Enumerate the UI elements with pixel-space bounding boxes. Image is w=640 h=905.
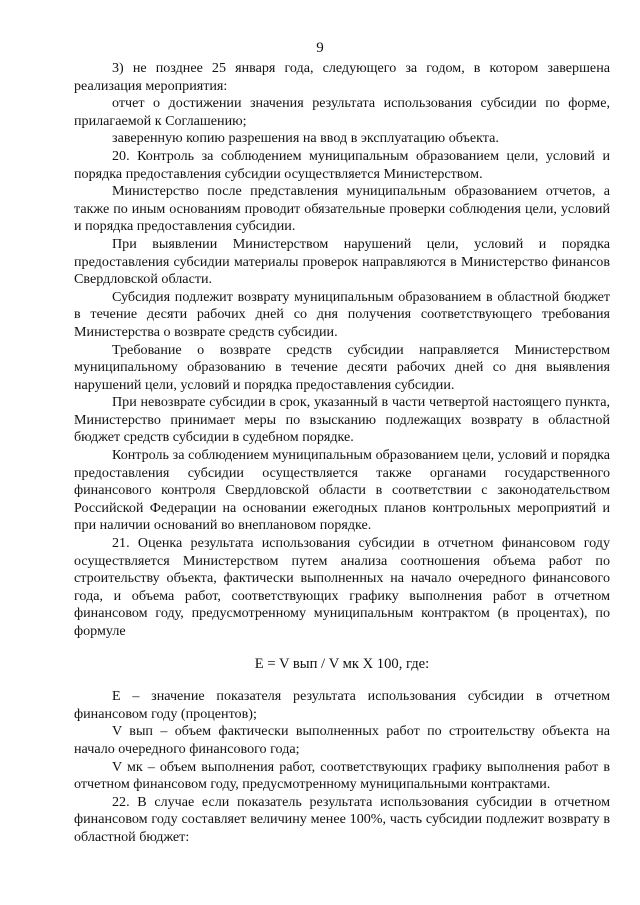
paragraph: 21. Оценка результата использования субсидии в отчетном финансовом году осуществляется Министерством путем анализа соотношения объема работ по строительству объекта, фактически выполненных на начало очередного финансового года, и объема работ, соответствующих графику выполнения работ в отчетном финансовом году, предусмотренному муниципальным контрактом (в процентах), по формуле [74,535,610,639]
paragraph: отчет о достижении значения результата использования субсидии по форме, прилагаемой к Соглашению; [74,95,610,129]
definition-e: E – значение показателя результата использования субсидии в отчетном финансовом году (процентов); [74,688,610,722]
paragraph: 3) не позднее 25 января года, следующего за годом, в котором завершена реализация мероприятия: [74,60,610,94]
document-body [74,60,610,847]
paragraph: Субсидия подлежит возврату муниципальным образованием в областной бюджет в течение десяти рабочих дней со дня получения соответствующего требования Министерства о возврате средств субсидии. [74,288,610,340]
formula: E = V вып / V мк X 100, где: [254,655,430,672]
paragraph: При невозврате субсидии в срок, указанный в части четвертой настоящего пункта, Министерство принимает меры по взысканию подлежащих возврату в областной бюджет средств субсидии в судебном порядке. [74,394,610,446]
page-number: 9 [316,40,324,56]
paragraph: Министерство после представления муниципальным образованием отчетов, а также по иным основаниям проводит обязательные проверки соблюдения цели, условий и порядка предоставления субсидии. [74,183,610,235]
paragraph: При выявлении Министерством нарушений цели, условий и порядка предоставления субсидии материалы проверок направляются в Министерство финансов Свердловской области. [74,235,610,288]
paragraph: заверенную копию разрешения на ввод в эксплуатацию объекта. [112,130,499,147]
paragraph: 22. В случае если показатель результата использования субсидии в отчетном финансовом году составляет величину менее 100%, часть субсидии подлежит возврату в областной бюджет: [74,793,610,845]
paragraph: 20. Контроль за соблюдением муниципальным образованием цели, условий и порядка предоставления субсидии осуществляется Министерством. [74,147,610,182]
definition-v-mk: V мк – объем выполнения работ, соответствующих графику выполнения работ в отчетном финансовом году, предусмотренному муниципальными контрактами. [74,758,610,793]
paragraph: Контроль за соблюдением муниципальным образованием цели, условий и порядка предоставления субсидии осуществляется также органами государственного финансового контроля Свердловской области в соответствии с законодательством Российской Федерации на основании ежегодных планов контрольных мероприятий и при наличии оснований во внеплановом порядке. [74,447,610,534]
paragraph: Требование о возврате средств субсидии направляется Министерством муниципальному образованию в течение десяти рабочих дней со дня выявления нарушений цели, условий и порядка предоставления субсидии. [74,341,610,393]
definition-v-vyp: V вып – объем фактически выполненных работ по строительству объекта на начало очередного финансового года; [74,723,610,757]
